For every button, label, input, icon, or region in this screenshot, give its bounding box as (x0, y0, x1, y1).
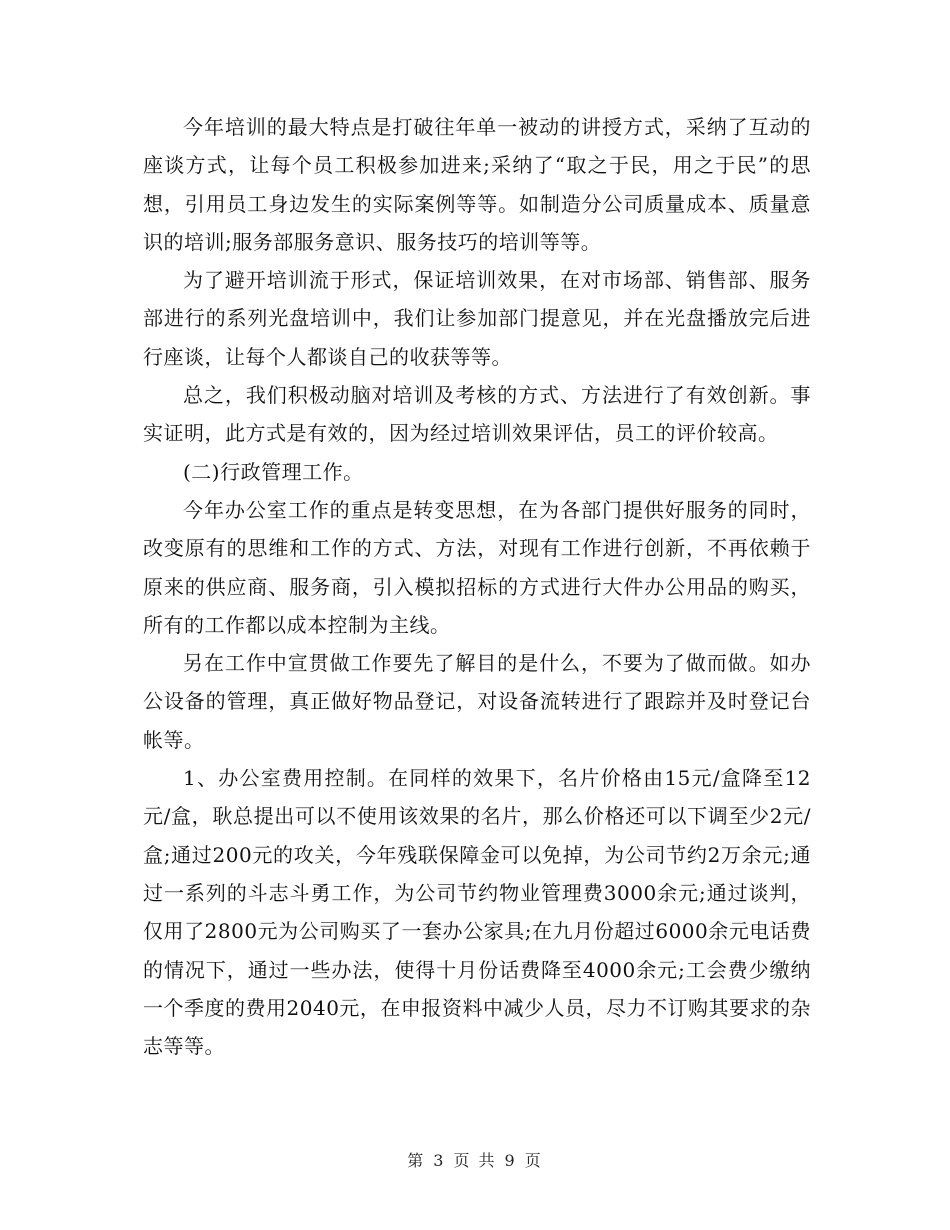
footer-current-page: 3 (433, 1151, 446, 1170)
section-heading-admin: (二)行政管理工作。 (183, 459, 364, 484)
paragraph-cost-control: 1、办公室费用控制。在同样的效果下，名片价格由15元/盒降至12元/盒，耿总提出可以不使用该效果的名片，那么价格还可以下调至少2元/盒;通过200元的攻关，今年残联保障金可以免掉，为公司节约2万余元;通过一系列的斗志斗勇工作，为公司节约物业管理费3000余元;通过谈判，仅用了2800元为公司购买了一套办公家具;在九月份超过6000余元电话费的情况下，通过一些办法，使得十月份话费降至4000余元;工会费少缴纳一个季度的费用2040元，在申报资料中减少人员，尽力不订购其要求的杂志等等。 (143, 766, 811, 1059)
paragraph-office-focus: 今年办公室工作的重点是转变思想，在为各部门提供好服务的同时，改变原有的思维和工作的方式、方法，对现有工作进行创新，不再依赖于原来的供应商、服务商，引入模拟招标的方式进行大件办公用品的购买，所有的工作都以成本控制为主线。 (143, 497, 811, 637)
page-footer (0, 1148, 950, 1171)
footer-suffix: 页 (524, 1151, 543, 1170)
paragraph-equipment-management: 另在工作中宣贯做工作要先了解目的是什么，不要为了做而做。如办公设备的管理，真正做好物品登记，对设备流转进行了跟踪并及时登记台帐等。 (143, 651, 811, 752)
paragraph-training-summary: 总之，我们积极动脑对培训及考核的方式、方法进行了有效创新。事实证明，此方式是有效的，因为经过培训效果评估，员工的评价较高。 (143, 383, 811, 446)
paragraph-training-features: 今年培训的最大特点是打破往年单一被动的讲授方式，采纳了互动的座谈方式，让每个员工积极参加进来;采纳了“取之于民，用之于民”的思想，引用员工身边发生的实际案例等等。如制造分公司质量成本、质量意识的培训;服务部服务意识、服务技巧的培训等等。 (143, 115, 811, 254)
footer-total-pages: 9 (504, 1151, 517, 1170)
footer-middle: 页 共 (453, 1151, 497, 1170)
paragraph-training-effect: 为了避开培训流于形式，保证培训效果，在对市场部、销售部、服务部进行的系列光盘培训中，我们让参加部门提意见，并在光盘播放完后进行座谈，让每个人都谈自己的收获等等。 (143, 268, 811, 369)
footer-prefix: 第 (407, 1151, 426, 1170)
document-body (143, 108, 811, 1065)
